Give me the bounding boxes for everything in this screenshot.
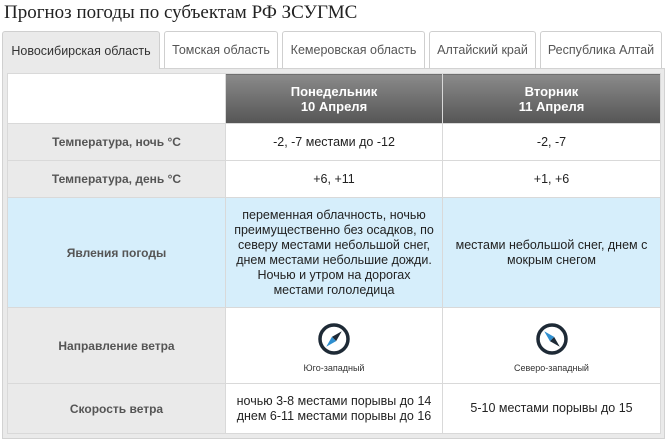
wind-speed-monday	[226, 384, 443, 434]
page-title: Прогноз погоды по субъектам РФ ЗСУГМС	[4, 2, 358, 23]
temp-day-monday: +6, +11	[226, 161, 443, 198]
tab-kemerovo[interactable]: Кемеровская область	[282, 31, 425, 68]
wind-speed-line: 5-10 местами порывы до 15	[470, 401, 633, 415]
day-header-monday	[226, 74, 443, 124]
table-row-wind-speed	[8, 384, 661, 434]
compass-icon	[535, 322, 569, 356]
tab-altai-krai[interactable]: Алтайский край	[429, 31, 536, 68]
wind-speed-tuesday	[443, 384, 661, 434]
wind-direction-caption: Северо-западный	[514, 362, 589, 373]
tab-tomsk[interactable]: Томская область	[164, 31, 278, 68]
forecast-panel	[2, 68, 665, 439]
row-label: Температура, ночь °С	[8, 124, 226, 161]
day-date: 11 Апреля	[518, 98, 585, 114]
tab-novosibirsk[interactable]: Новосибирская область	[2, 31, 160, 69]
table-row-temp-night	[8, 124, 661, 161]
temp-night-monday: -2, -7 местами до -12	[226, 124, 443, 161]
table-row-temp-day	[8, 161, 661, 198]
temp-day-tuesday: +1, +6	[443, 161, 661, 198]
row-label: Направление ветра	[8, 308, 226, 384]
day-weekday: Понедельник	[290, 83, 378, 99]
forecast-table	[7, 73, 661, 434]
day-date: 10 Апреля	[300, 98, 368, 114]
phenomena-monday	[226, 198, 443, 308]
phenomena-tuesday	[443, 198, 661, 308]
row-label: Температура, день °С	[8, 161, 226, 198]
phenomena-text: местами небольшой снег, днем с мокрым снегом	[455, 237, 648, 267]
wind-speed-line: днем 6-11 местами порывы до 16	[236, 408, 432, 423]
table-row-wind-direction	[8, 308, 661, 384]
wind-direction-monday	[226, 308, 443, 384]
day-header-tuesday	[443, 74, 661, 124]
day-weekday: Вторник	[524, 83, 579, 99]
header-blank-cell	[8, 74, 226, 124]
row-label: Явления погоды	[8, 198, 226, 308]
tab-altai-republic[interactable]: Республика Алтай	[540, 31, 662, 68]
table-header-row	[8, 74, 661, 124]
row-label: Скорость ветра	[8, 384, 226, 434]
wind-direction-caption: Юго-западный	[303, 362, 365, 373]
wind-direction-tuesday	[443, 308, 661, 384]
temp-night-tuesday: -2, -7	[443, 124, 661, 161]
wind-speed-line: ночью 3-8 местами порывы до 14	[236, 393, 432, 408]
table-row-phenomena	[8, 198, 661, 308]
phenomena-text: переменная облачность, ночью преимущественно без осадков, по северу местами небольшой снег, днем местами небольшие дожди. Ночью и утром на дорогах местами гололедица	[234, 207, 434, 297]
compass-icon	[317, 322, 351, 356]
